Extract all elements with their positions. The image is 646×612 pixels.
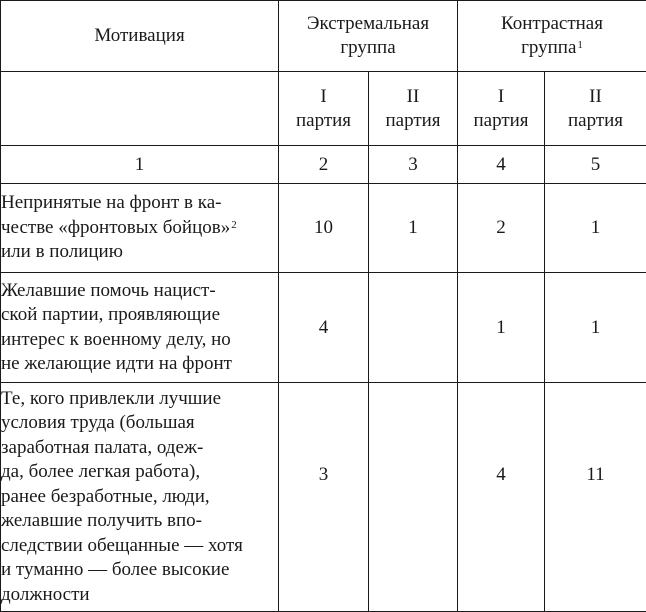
table-row	[1, 184, 646, 273]
column-number: 3	[369, 146, 458, 184]
row-value: 1	[545, 273, 646, 383]
row-value: 11	[545, 383, 646, 612]
row-value: 1	[458, 273, 545, 383]
subheader-extreme-party-2: II партия	[369, 72, 458, 146]
footnote-marker: 2	[231, 218, 237, 231]
column-number: 1	[1, 146, 279, 184]
row-value	[369, 273, 458, 383]
row-value: 3	[279, 383, 369, 612]
row-motivation-text: Те, кого привлекли лучшие условия труда (большая заработная палата, одеж- да, более легкая работа), ранее безработные, люди, желавшие получить впо- следствии обещанные — хотя и туманно — более высокие должности	[1, 383, 279, 612]
row-value: 4	[458, 383, 545, 612]
subheader-empty-cell	[1, 72, 279, 146]
table-row	[1, 383, 646, 612]
column-number: 4	[458, 146, 545, 184]
header-row	[1, 1, 646, 72]
subheader-contrast-party-1: I партия	[458, 72, 545, 146]
row-motivation-text: Непринятые на фронт в ка- честве «фронтовых бойцов»$^2$ или в полицию	[1, 184, 279, 273]
header-extreme-group: Экстремальная группа	[279, 1, 458, 72]
row-value: 1	[545, 184, 646, 273]
subheader-contrast-party-2: II партия	[545, 72, 646, 146]
column-number: 5	[545, 146, 646, 184]
column-number: 2	[279, 146, 369, 184]
row-value: 1	[369, 184, 458, 273]
footnote-marker: 1	[577, 39, 583, 51]
row-value: 2	[458, 184, 545, 273]
header-motivation: Мотивация	[1, 1, 279, 72]
row-value: 4	[279, 273, 369, 383]
column-number-row	[1, 146, 646, 184]
subheader-row	[1, 72, 646, 146]
header-contrast-group: Контрастная группа$^1$	[458, 1, 646, 72]
row-motivation-text: Желавшие помочь нацист- ской партии, проявляющие интерес к военному делу, но не желающие идти на фронт	[1, 273, 279, 383]
subheader-extreme-party-1: I партия	[279, 72, 369, 146]
row-value: 10	[279, 184, 369, 273]
table-row	[1, 273, 646, 383]
row-value	[369, 383, 458, 612]
